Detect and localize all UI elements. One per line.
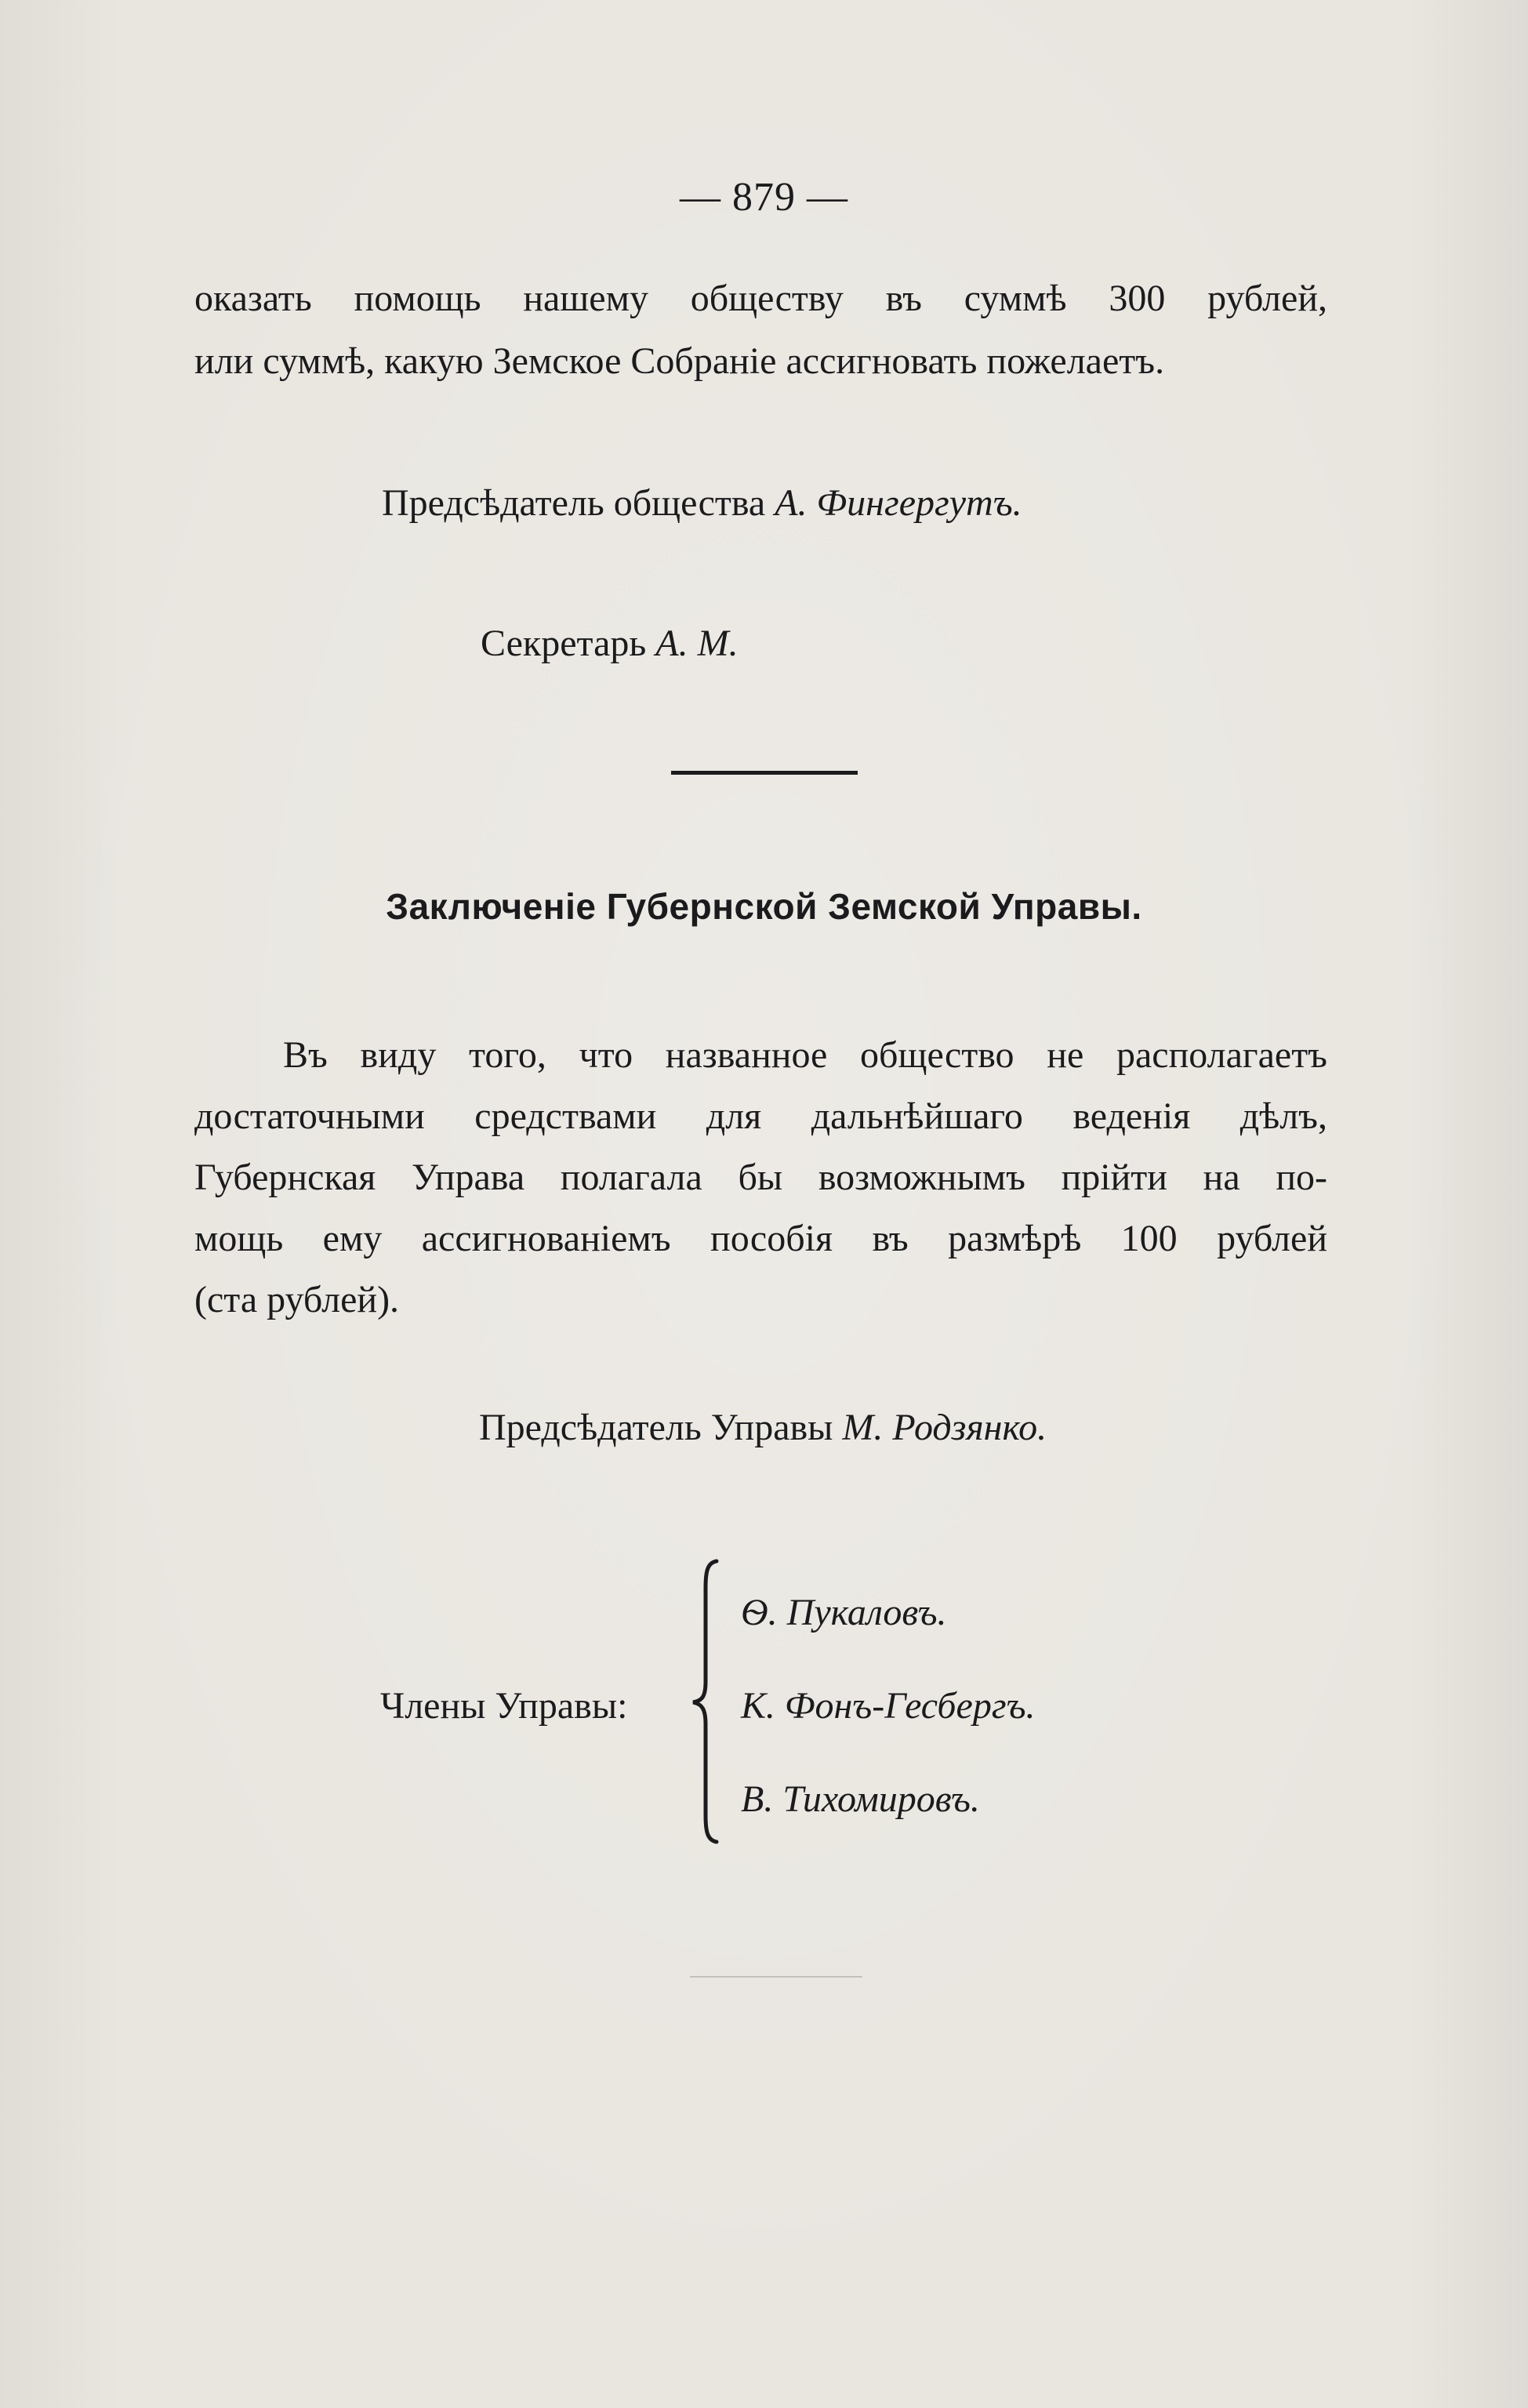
section-divider [671, 771, 858, 775]
section-heading: Заключеніе Губернской Земской Управы. [386, 886, 1142, 927]
curly-brace-icon [682, 1556, 729, 1847]
conclusion-line-4: мощь ему ассигнованіемъ пособія въ размѣрѣ 100 рублей [194, 1218, 1327, 1259]
member-name-2: К. Фонъ-Гесбергъ. [741, 1685, 1036, 1727]
letter-line-1: оказать помощь нашему обществу въ суммѣ 300 рублей, [194, 278, 1327, 319]
members-label: Члены Управы: [380, 1685, 628, 1727]
board-chairman-signature [479, 1409, 1047, 1447]
secretary-label: Секретарь [481, 623, 647, 664]
page-number: — 879 — [680, 175, 848, 220]
society-chairman-name: А. Фингергутъ. [775, 482, 1022, 524]
secretary-signature [481, 625, 739, 663]
secretary-name: А. М. [655, 623, 739, 664]
conclusion-line-5: (ста рублей). [194, 1279, 400, 1320]
board-chairman-label: Предсѣдатель Управы [479, 1407, 833, 1448]
conclusion-line-3: Губернская Управа полагала бы возможнымъ прійти на по- [194, 1157, 1327, 1198]
member-name-3: В. Тихомировъ. [741, 1778, 980, 1820]
society-chairman-label: Предсѣдатель общества [382, 482, 766, 524]
faded-bottom-rule [690, 1976, 862, 1978]
member-name-1: Ѳ. Пукаловъ. [741, 1592, 947, 1633]
society-chairman-signature [382, 482, 1022, 524]
conclusion-line-1: Въ виду того, что названное общество не располагаетъ [283, 1034, 1327, 1076]
board-chairman-name: М. Родзянко. [842, 1407, 1047, 1448]
conclusion-line-2: достаточными средствами для дальнѣйшаго веденія дѣлъ, [194, 1095, 1327, 1137]
letter-line-2: или суммѣ, какую Земское Собраніе ассигновать пожелаетъ. [194, 340, 1165, 382]
